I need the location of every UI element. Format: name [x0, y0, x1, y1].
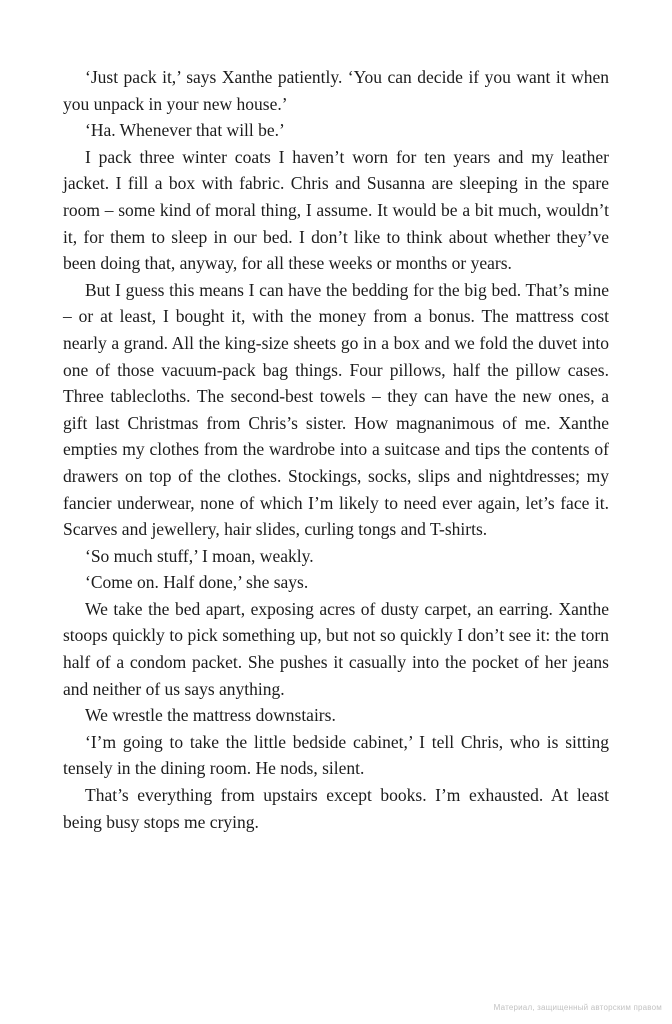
paragraph: We wrestle the mattress downstairs.: [85, 705, 336, 726]
copyright-watermark: Материал, защищенный авторским правом: [493, 1003, 662, 1012]
paragraph: ‘I’m going to take the little bedside cabinet,’ I tell Chris, who is sitting tensely in the dining room. He nods, silent.: [63, 731, 609, 779]
paragraph: I pack three winter coats I haven’t worn for ten years and my leather jacket. I fill a box with fabric. Chris and Susanna are sleeping in the spare room – some kind of moral thing, I assume. It would be a bit much, wouldn’t it, for them to sleep in our bed. I don’t like to think about whether they’ve been doing that, anyway, for all these weeks or months or years.: [63, 146, 609, 274]
paragraph: That’s everything from upstairs except books. I’m exhausted. At least being busy stops me crying.: [63, 785, 609, 832]
paragraph: ‘Just pack it,’ says Xanthe patiently. ‘You can decide if you want it when you unpack in your new house.’: [63, 67, 609, 114]
page-text: [63, 64, 609, 835]
paragraph: But I guess this means I can have the bedding for the big bed. That’s mine – or at least, I bought it, with the money from a bonus. The mattress cost nearly a grand. All the king-size sheets go in a box and we fold the duvet into one of those vacuum-pack bag things. Four pillows, half the pillow cases. Three tablecloths. The second-best towels – they can have the new ones, a gift last Christmas from Chris’s sister. How magnanimous of me. Xanthe empties my clothes from the wardrobe into a suitcase and tips the contents of drawers on top of the clothes. Stockings, socks, slips and nightdresses; my fancier underwear, none of which I’m likely to need ever again, let’s face it. Scarves and jewellery, hair slides, curling tongs and T-shirts.: [63, 279, 609, 540]
paragraph: ‘So much stuff,’ I moan, weakly.: [85, 545, 314, 566]
paragraph: We take the bed apart, exposing acres of dusty carpet, an earring. Xanthe stoops quickly to pick something up, but not so quickly I don’t see it: the torn half of a condom packet. She pushes it casually into the pocket of her jeans and neither of us says anything.: [63, 598, 609, 699]
paragraph: ‘Come on. Half done,’ she says.: [85, 572, 309, 593]
paragraph: ‘Ha. Whenever that will be.’: [85, 120, 285, 141]
